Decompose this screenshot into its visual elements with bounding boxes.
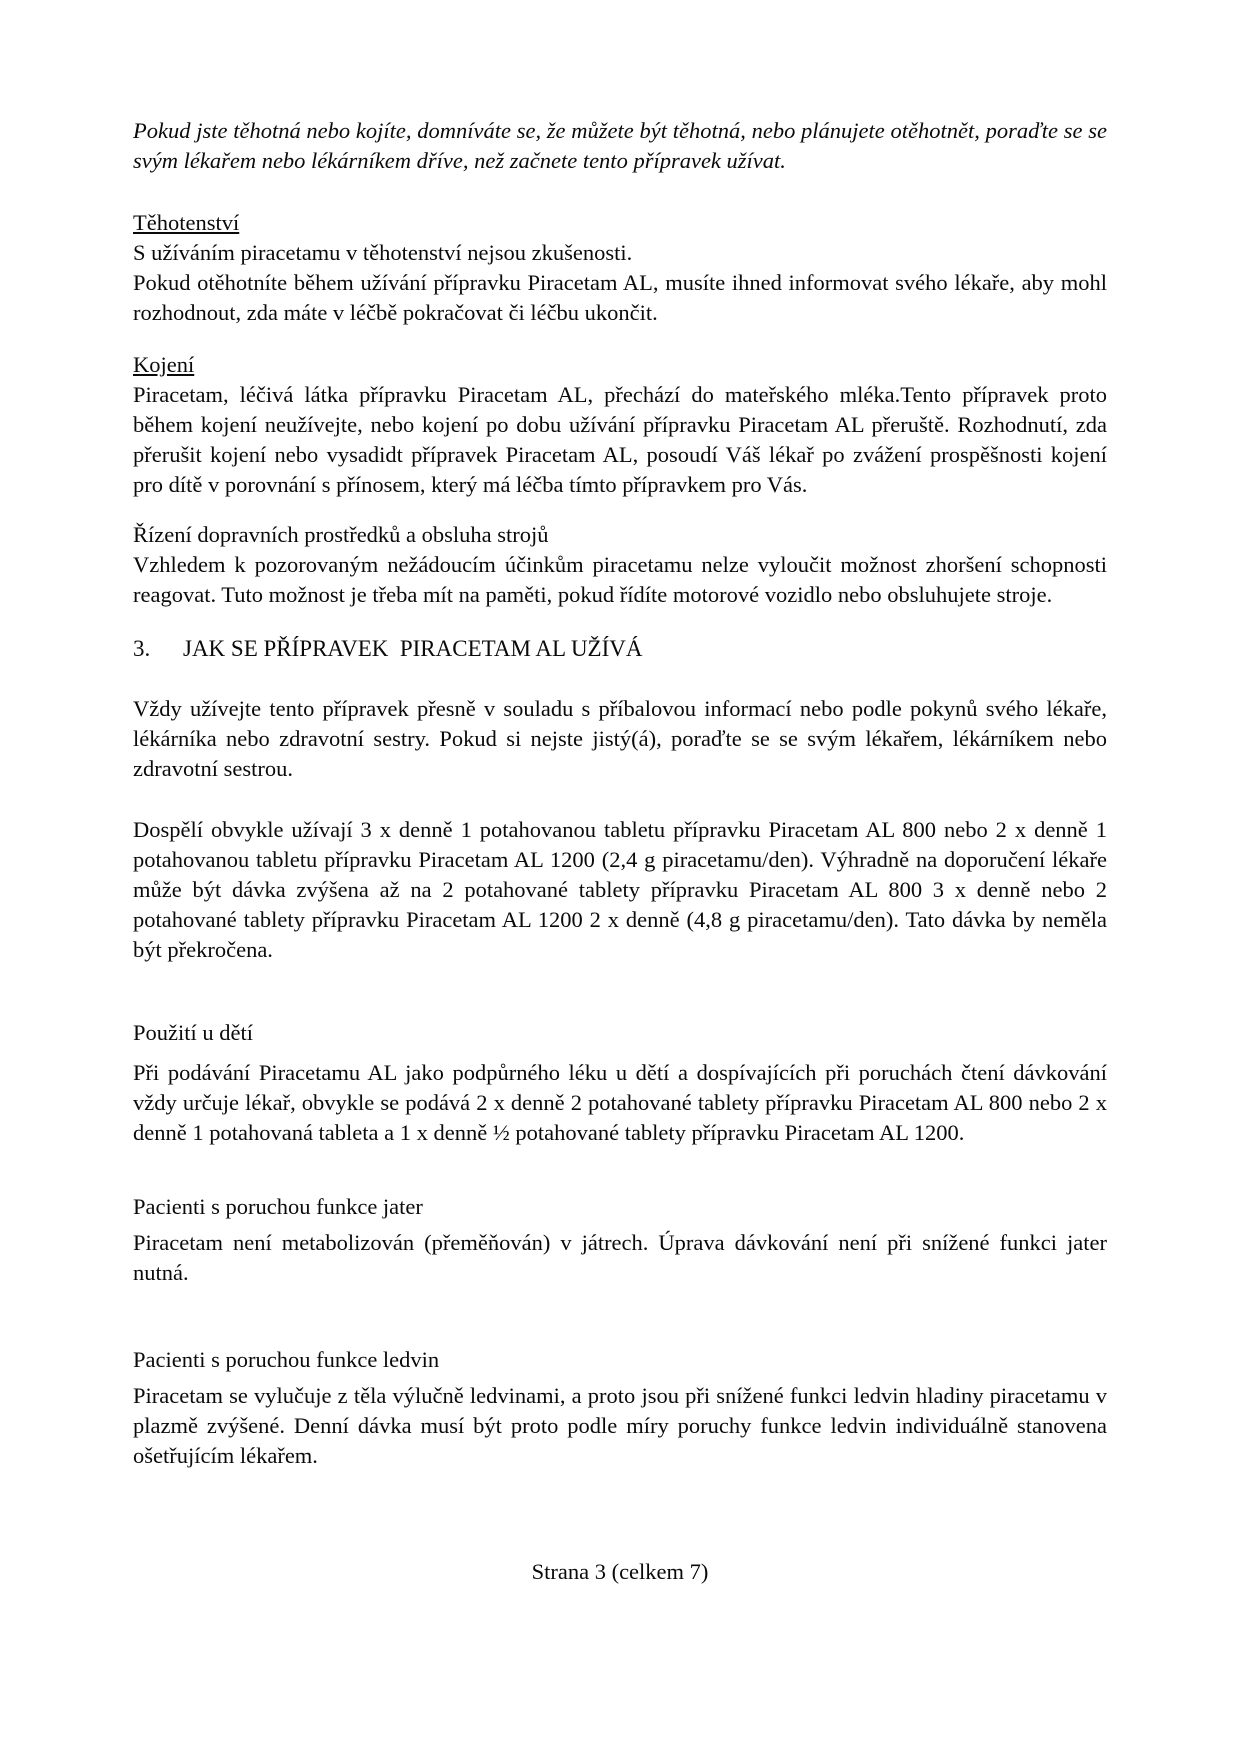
document-body xyxy=(133,116,1107,1587)
heading-liver-impairment: Pacienti s poruchou funkce jater xyxy=(133,1194,423,1219)
dosage-general-paragraph: Vždy užívejte tento přípravek přesně v souladu s příbalovou informací nebo podle pokynů svého lékaře, lékárníka nebo zdravotní sestry. Pokud si nejste jistý(á), poraďte se se svým lékařem, lékárníkem nebo zdravotní sestrou. xyxy=(133,696,1107,781)
renal-impairment-paragraph: Piracetam se vylučuje z těla výlučně ledvinami, a proto jsou při snížené funkci ledvin hladiny piracetamu v plazmě zvýšené. Denní dávka musí být proto podle míry poruchy funkce ledvin individuálně stanovena ošetřujícím lékařem. xyxy=(133,1383,1107,1468)
heading-breastfeeding: Kojení xyxy=(133,352,195,377)
use-in-children-paragraph: Při podávání Piracetamu AL jako podpůrného léku u dětí a dospívajících při poruchách čtení dávkování vždy určuje lékař, obvykle se podává 2 x denně 2 potahované tablety přípravku Piracetam AL 800 nebo 2 x denně 1 potahovaná tableta a 1 x denně ½ potahované tablety přípravku Piracetam AL 1200. xyxy=(133,1060,1107,1145)
heading-renal-impairment: Pacienti s poruchou funkce ledvin xyxy=(133,1347,440,1372)
pregnancy-paragraph-2: Pokud otěhotníte během užívání přípravku Piracetam AL, musíte ihned informovat svého lékaře, aby mohl rozhodnout, zda máte v léčbě pokračovat či léčbu ukončit. xyxy=(133,270,1107,325)
heading-driving-machines: Řízení dopravních prostředků a obsluha strojů xyxy=(133,522,549,547)
breastfeeding-paragraph: Piracetam, léčivá látka přípravku Piracetam AL, přechází do mateřského mléka.Tento přípravek proto během kojení neužívejte, nebo kojení po dobu užívání přípravku Piracetam AL přeruště. Rozhodnutí, zda přerušit kojení nebo vysadidt přípravek Piracetam AL, posoudí Váš lékař po zvážení prospěšnosti kojení pro dítě v porovnání s přínosem, který má léčba tímto přípravkem pro Vás. xyxy=(133,382,1107,497)
section-3-title: JAK SE PŘÍPRAVEK PIRACETAM AL UŽÍVÁ xyxy=(183,636,643,661)
liver-impairment-paragraph: Piracetam není metabolizován (přeměňován) v játrech. Úprava dávkování není při snížené funkci jater nutná. xyxy=(133,1230,1107,1285)
section-3-number: 3. xyxy=(133,636,151,661)
heading-use-in-children: Použití u dětí xyxy=(133,1020,253,1045)
pregnancy-warning-note: Pokud jste těhotná nebo kojíte, domníváte se, že můžete být těhotná, nebo plánujete otěhotnět, poraďte se se svým lékařem nebo lékárníkem dříve, než začnete tento přípravek užívat. xyxy=(133,118,1107,173)
heading-section-3 xyxy=(133,634,1107,664)
heading-pregnancy: Těhotenství xyxy=(133,210,240,235)
driving-machines-paragraph: Vzhledem k pozorovaným nežádoucím účinkům piracetamu nelze vyloučit možnost zhoršení schopnosti reagovat. Tuto možnost je třeba mít na paměti, pokud řídíte motorové vozidlo nebo obsluhujete stroje. xyxy=(133,552,1107,607)
pregnancy-paragraph-1: S užíváním piracetamu v těhotenství nejsou zkušenosti. xyxy=(133,240,633,265)
page-number-footer: Strana 3 (celkem 7) xyxy=(531,1559,709,1584)
dosage-adults-paragraph: Dospělí obvykle užívají 3 x denně 1 potahovanou tabletu přípravku Piracetam AL 800 nebo 2 x denně 1 potahovanou tabletu přípravku Piracetam AL 1200 (2,4 g piracetamu/den). Výhradně na doporučení lékaře může být dávka zvýšena až na 2 potahované tablety přípravku Piracetam AL 800 3 x denně nebo 2 potahované tablety přípravku Piracetam AL 1200 2 x denně (4,8 g piracetamu/den). Tato dávka by neměla být překročena. xyxy=(133,817,1107,962)
